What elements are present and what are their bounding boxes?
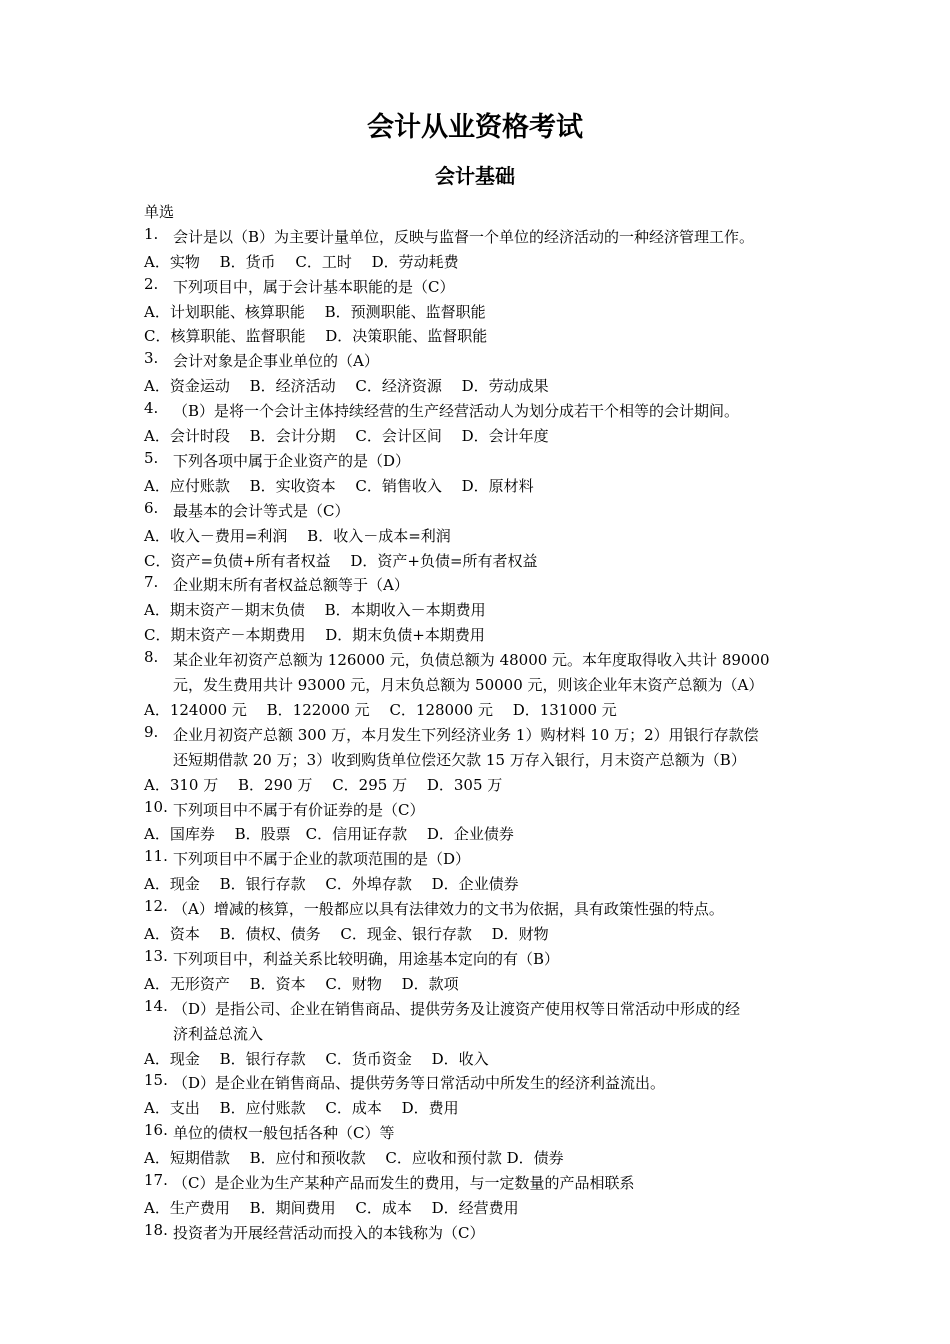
question-number: 9. [144,722,159,741]
question-text: （B）是将一个会计主体持续经营的生产经营活动人为划分成若干个相等的会计期间。 [173,402,740,421]
question-text: 会计对象是企事业单位的（A） [173,352,379,371]
answer-options: A．国库券 B．股票 C．信用证存款 D．企业债券 [144,825,514,844]
section-label: 单选 [144,203,175,221]
answer-options: A．短期借款 B．应付和预收款 C．应收和预付款 D．债券 [144,1149,564,1168]
question-item [144,1071,824,1096]
document-title: 会计从业资格考试 [367,112,583,143]
question-item [144,1171,824,1196]
question-number: 15. [144,1071,168,1090]
question-number: 7. [144,573,159,592]
question-number: 1. [144,224,159,243]
answer-options: A．资金运动 B．经济活动 C．经济资源 D．劳动成果 [144,377,549,396]
answer-options: A．无形资产 B．资本 C．财物 D．款项 [144,974,459,993]
question-number: 4. [144,399,159,418]
answer-options: A．会计时段 B．会计分期 C．会计区间 D．会计年度 [144,427,549,446]
question-text: 济利益总流入 [173,1024,264,1043]
question-item [144,499,824,524]
question-text: 会计是以（B）为主要计量单位，反映与监督一个单位的经济活动的一种经济管理工作。 [173,227,755,246]
question-text: （D）是指公司、企业在销售商品、提供劳务及让渡资产使用权等日常活动中形成的经 [173,999,741,1018]
question-text: （D）是企业在销售商品、提供劳务等日常活动中所发生的经济利益流出。 [173,1074,666,1093]
question-text: 下列项目中不属于企业的款项范围的是（D） [173,850,471,869]
question-item [144,798,824,823]
question-number: 3. [144,349,159,368]
question-number: 18. [144,1220,168,1239]
question-number: 2. [144,274,159,293]
answer-options: A．现金 B．银行存款 C．外埠存款 D．企业债券 [144,875,519,894]
question-text: 下列项目中，属于会计基本职能的是（C） [173,277,455,296]
answer-options: A．支出 B．应付账款 C．成本 D．费用 [144,1099,459,1118]
question-text: 下列项目中，利益关系比较明确，用途基本定向的有（B） [173,949,560,968]
question-item [144,449,824,474]
question-text: 单位的债权一般包括各种（C）等 [173,1124,395,1143]
question-number: 12. [144,897,168,916]
question-text: 下列项目中不属于有价证券的是（C） [173,800,425,819]
question-text: 企业月初资产总额 300 万，本月发生下列经济业务 1）购材料 10 万；2）用银行存款偿 [173,725,759,744]
question-item [144,897,824,922]
answer-options: A．应付账款 B．实收资本 C．销售收入 D．原材料 [144,476,534,495]
question-item [144,225,824,250]
question-number: 17. [144,1171,168,1190]
question-number: 10. [144,797,168,816]
question-text: 还短期借款 20 万；3）收到购货单位偿还欠款 15 万存入银行，月末资产总额为（B） [173,750,746,769]
answer-options: A．实物 B．货币 C．工时 D．劳动耗费 [144,252,459,271]
question-number: 8. [144,648,159,667]
answer-options: A．计划职能、核算职能 B．预测职能、监督职能 [144,302,486,321]
answer-options: A．310 万 B．290 万 C．295 万 D．305 万 [144,775,503,794]
question-text: （A）增减的核算，一般都应以具有法律效力的文书为依据，具有政策性强的特点。 [173,900,724,919]
question-item [144,275,824,300]
document-subtitle: 会计基础 [435,164,515,188]
question-item [144,573,824,598]
question-item [144,997,824,1047]
question-text: 元，发生费用共计 93000 元，月末负总额为 50000 元，则该企业年末资产总额为（A） [173,676,764,695]
question-text: 某企业年初资产总额为 126000 元，负债总额为 48000 元。本年度取得收入共计 89000 [173,651,770,670]
question-text: 下列各项中属于企业资产的是（D） [173,451,411,470]
question-item [144,947,824,972]
question-list [144,200,824,1246]
question-number: 16. [144,1121,168,1140]
question-number: 5. [144,448,159,467]
answer-options: A．期末资产－期末负债 B．本期收入－本期费用 [144,601,486,620]
answer-options: C．资产=负债+所有者权益 D．资产+负债=所有者权益 [144,551,538,570]
question-number: 11. [144,847,168,866]
question-item [144,723,824,773]
question-item [144,399,824,424]
question-item [144,648,824,698]
question-number: 14. [144,996,168,1015]
answer-options: A．资本 B．债权、债务 C．现金、银行存款 D．财物 [144,925,549,944]
question-item [144,847,824,872]
question-number: 13. [144,946,168,965]
answer-options: C．期末资产－本期费用 D．期末负债+本期费用 [144,626,485,645]
question-number: 6. [144,498,159,517]
answer-options: C．核算职能、监督职能 D．决策职能、监督职能 [144,327,488,346]
answer-options: A．现金 B．银行存款 C．货币资金 D．收入 [144,1049,489,1068]
answer-options: A．生产费用 B．期间费用 C．成本 D．经营费用 [144,1198,519,1217]
answer-options: A．收入－费用=利润 B．收入－成本=利润 [144,526,451,545]
question-item [144,1121,824,1146]
question-text: 最基本的会计等式是（C） [173,501,350,520]
question-text: 企业期末所有者权益总额等于（A） [173,576,409,595]
question-item [144,349,824,374]
answer-options: A．124000 元 B．122000 元 C．128000 元 D．131000 元 [144,700,617,719]
question-text: 投资者为开展经营活动而投入的本钱称为（C） [173,1223,485,1242]
question-text: （C）是企业为生产某种产品而发生的费用，与一定数量的产品相联系 [173,1174,635,1193]
question-item [144,1221,824,1246]
